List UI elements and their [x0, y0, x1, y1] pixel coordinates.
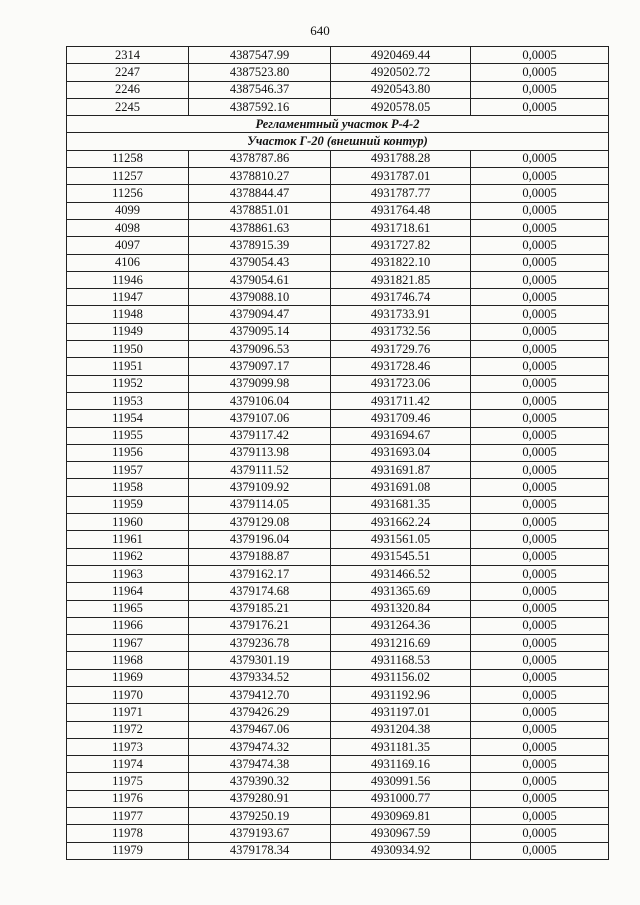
precision-cell: 0,0005	[471, 427, 609, 444]
precision-cell: 0,0005	[471, 444, 609, 461]
coord-y-cell: 4931728.46	[331, 358, 471, 375]
coord-y-cell: 4931197.01	[331, 704, 471, 721]
precision-cell: 0,0005	[471, 462, 609, 479]
coord-x-cell: 4379107.06	[189, 410, 331, 427]
point-number-cell: 11969	[67, 669, 189, 686]
coord-x-cell: 4379099.98	[189, 375, 331, 392]
point-number-cell: 11257	[67, 168, 189, 185]
table-row	[67, 738, 609, 755]
precision-cell: 0,0005	[471, 756, 609, 773]
point-number-cell: 2314	[67, 47, 189, 64]
point-number-cell: 11963	[67, 565, 189, 582]
table-row	[67, 773, 609, 790]
table-row	[67, 271, 609, 288]
precision-cell: 0,0005	[471, 98, 609, 115]
coord-y-cell: 4931204.38	[331, 721, 471, 738]
precision-cell: 0,0005	[471, 375, 609, 392]
table-body-top	[67, 47, 609, 116]
coord-x-cell: 4379129.08	[189, 514, 331, 531]
coord-x-cell: 4379426.29	[189, 704, 331, 721]
coord-y-cell: 4930991.56	[331, 773, 471, 790]
coord-x-cell: 4379109.92	[189, 479, 331, 496]
table-row	[67, 583, 609, 600]
precision-cell: 0,0005	[471, 531, 609, 548]
table-row	[67, 790, 609, 807]
precision-cell: 0,0005	[471, 341, 609, 358]
table-row	[67, 375, 609, 392]
coord-y-cell: 4920578.05	[331, 98, 471, 115]
precision-cell: 0,0005	[471, 669, 609, 686]
table-row	[67, 669, 609, 686]
precision-cell: 0,0005	[471, 652, 609, 669]
subsection-title: Участок Г-20 (внешний контур)	[67, 133, 609, 150]
coord-x-cell: 4379111.52	[189, 462, 331, 479]
point-number-cell: 11955	[67, 427, 189, 444]
point-number-cell: 11964	[67, 583, 189, 600]
precision-cell: 0,0005	[471, 81, 609, 98]
point-number-cell: 2247	[67, 64, 189, 81]
point-number-cell: 11965	[67, 600, 189, 617]
table-body-main	[67, 150, 609, 859]
coord-y-cell: 4931723.06	[331, 375, 471, 392]
coord-x-cell: 4379106.04	[189, 392, 331, 409]
coord-x-cell: 4379088.10	[189, 289, 331, 306]
coord-y-cell: 4931168.53	[331, 652, 471, 669]
precision-cell: 0,0005	[471, 635, 609, 652]
precision-cell: 0,0005	[471, 219, 609, 236]
coord-y-cell: 4931693.04	[331, 444, 471, 461]
precision-cell: 0,0005	[471, 686, 609, 703]
precision-cell: 0,0005	[471, 47, 609, 64]
table-section-headers	[67, 116, 609, 151]
table-row	[67, 462, 609, 479]
point-number-cell: 11972	[67, 721, 189, 738]
coord-x-cell: 4379054.43	[189, 254, 331, 271]
coord-x-cell: 4387546.37	[189, 81, 331, 98]
coord-y-cell: 4931691.87	[331, 462, 471, 479]
coord-x-cell: 4379196.04	[189, 531, 331, 548]
precision-cell: 0,0005	[471, 565, 609, 582]
coord-x-cell: 4378851.01	[189, 202, 331, 219]
coord-x-cell: 4379114.05	[189, 496, 331, 513]
table-row	[67, 81, 609, 98]
coord-y-cell: 4931691.08	[331, 479, 471, 496]
precision-cell: 0,0005	[471, 271, 609, 288]
table-row	[67, 686, 609, 703]
page-number: 640	[310, 23, 330, 38]
table-row	[67, 825, 609, 842]
table-row	[67, 306, 609, 323]
table-row	[67, 842, 609, 859]
precision-cell: 0,0005	[471, 617, 609, 634]
table-row	[67, 704, 609, 721]
coord-y-cell: 4931681.35	[331, 496, 471, 513]
table-row	[67, 548, 609, 565]
table-row	[67, 410, 609, 427]
point-number-cell: 11973	[67, 738, 189, 755]
point-number-cell: 11957	[67, 462, 189, 479]
point-number-cell: 11952	[67, 375, 189, 392]
precision-cell: 0,0005	[471, 496, 609, 513]
table-row	[67, 289, 609, 306]
coord-x-cell: 4379474.38	[189, 756, 331, 773]
precision-cell: 0,0005	[471, 202, 609, 219]
point-number-cell: 11958	[67, 479, 189, 496]
table-row	[67, 168, 609, 185]
coord-y-cell: 4931694.67	[331, 427, 471, 444]
coord-x-cell: 4379097.17	[189, 358, 331, 375]
precision-cell: 0,0005	[471, 738, 609, 755]
point-number-cell: 11951	[67, 358, 189, 375]
table-row	[67, 237, 609, 254]
precision-cell: 0,0005	[471, 704, 609, 721]
precision-cell: 0,0005	[471, 790, 609, 807]
coord-x-cell: 4379467.06	[189, 721, 331, 738]
point-number-cell: 11975	[67, 773, 189, 790]
table-row	[67, 721, 609, 738]
coord-x-cell: 4379176.21	[189, 617, 331, 634]
precision-cell: 0,0005	[471, 721, 609, 738]
table-row	[67, 565, 609, 582]
coord-y-cell: 4931711.42	[331, 392, 471, 409]
coord-x-cell: 4379095.14	[189, 323, 331, 340]
precision-cell: 0,0005	[471, 64, 609, 81]
coord-x-cell: 4379117.42	[189, 427, 331, 444]
coord-x-cell: 4379301.19	[189, 652, 331, 669]
table-row	[67, 756, 609, 773]
coord-x-cell: 4379236.78	[189, 635, 331, 652]
precision-cell: 0,0005	[471, 410, 609, 427]
point-number-cell: 11954	[67, 410, 189, 427]
subsection-row	[67, 133, 609, 150]
coord-y-cell: 4931561.05	[331, 531, 471, 548]
table-row	[67, 202, 609, 219]
coord-y-cell: 4930934.92	[331, 842, 471, 859]
section-row	[67, 116, 609, 133]
table-row	[67, 64, 609, 81]
coord-y-cell: 4931320.84	[331, 600, 471, 617]
precision-cell: 0,0005	[471, 825, 609, 842]
precision-cell: 0,0005	[471, 842, 609, 859]
coord-x-cell: 4379094.47	[189, 306, 331, 323]
coord-y-cell: 4931264.36	[331, 617, 471, 634]
coord-x-cell: 4379174.68	[189, 583, 331, 600]
point-number-cell: 11949	[67, 323, 189, 340]
precision-cell: 0,0005	[471, 808, 609, 825]
coord-y-cell: 4931169.16	[331, 756, 471, 773]
coord-y-cell: 4931216.69	[331, 635, 471, 652]
coord-y-cell: 4931788.28	[331, 150, 471, 167]
precision-cell: 0,0005	[471, 150, 609, 167]
coord-x-cell: 4378861.63	[189, 219, 331, 236]
coord-y-cell: 4931727.82	[331, 237, 471, 254]
coord-y-cell: 4931787.77	[331, 185, 471, 202]
coord-x-cell: 4379474.32	[189, 738, 331, 755]
table-row	[67, 496, 609, 513]
section-title: Регламентный участок Р-4-2	[67, 116, 609, 133]
coord-x-cell: 4378787.86	[189, 150, 331, 167]
table-row	[67, 652, 609, 669]
point-number-cell: 2246	[67, 81, 189, 98]
precision-cell: 0,0005	[471, 237, 609, 254]
coord-x-cell: 4379113.98	[189, 444, 331, 461]
coord-y-cell: 4931822.10	[331, 254, 471, 271]
point-number-cell: 11977	[67, 808, 189, 825]
coord-x-cell: 4379193.67	[189, 825, 331, 842]
table-row	[67, 47, 609, 64]
table-row	[67, 392, 609, 409]
point-number-cell: 11966	[67, 617, 189, 634]
point-number-cell: 11256	[67, 185, 189, 202]
table-row	[67, 531, 609, 548]
precision-cell: 0,0005	[471, 392, 609, 409]
point-number-cell: 11979	[67, 842, 189, 859]
precision-cell: 0,0005	[471, 479, 609, 496]
coord-y-cell: 4930969.81	[331, 808, 471, 825]
coord-x-cell: 4379250.19	[189, 808, 331, 825]
coord-y-cell: 4931733.91	[331, 306, 471, 323]
table-row	[67, 479, 609, 496]
coord-y-cell: 4920543.80	[331, 81, 471, 98]
table-row	[67, 341, 609, 358]
table-row	[67, 635, 609, 652]
coord-x-cell: 4379096.53	[189, 341, 331, 358]
precision-cell: 0,0005	[471, 323, 609, 340]
point-number-cell: 11962	[67, 548, 189, 565]
coord-y-cell: 4931821.85	[331, 271, 471, 288]
table-row	[67, 98, 609, 115]
coord-y-cell: 4931764.48	[331, 202, 471, 219]
coord-y-cell: 4931709.46	[331, 410, 471, 427]
coord-x-cell: 4379334.52	[189, 669, 331, 686]
coord-y-cell: 4931466.52	[331, 565, 471, 582]
point-number-cell: 11959	[67, 496, 189, 513]
coord-x-cell: 4387592.16	[189, 98, 331, 115]
precision-cell: 0,0005	[471, 548, 609, 565]
precision-cell: 0,0005	[471, 514, 609, 531]
point-number-cell: 11953	[67, 392, 189, 409]
coord-y-cell: 4931718.61	[331, 219, 471, 236]
table-row	[67, 617, 609, 634]
table-row	[67, 185, 609, 202]
coord-y-cell: 4931192.96	[331, 686, 471, 703]
point-number-cell: 4099	[67, 202, 189, 219]
point-number-cell: 4106	[67, 254, 189, 271]
coord-x-cell: 4378915.39	[189, 237, 331, 254]
point-number-cell: 11960	[67, 514, 189, 531]
precision-cell: 0,0005	[471, 773, 609, 790]
point-number-cell: 11974	[67, 756, 189, 773]
point-number-cell: 11971	[67, 704, 189, 721]
point-number-cell: 11948	[67, 306, 189, 323]
table-row	[67, 323, 609, 340]
point-number-cell: 4097	[67, 237, 189, 254]
coord-x-cell: 4379185.21	[189, 600, 331, 617]
point-number-cell: 4098	[67, 219, 189, 236]
coord-x-cell: 4379054.61	[189, 271, 331, 288]
point-number-cell: 11961	[67, 531, 189, 548]
precision-cell: 0,0005	[471, 358, 609, 375]
coord-y-cell: 4931181.35	[331, 738, 471, 755]
precision-cell: 0,0005	[471, 168, 609, 185]
coord-y-cell: 4931787.01	[331, 168, 471, 185]
table-row	[67, 150, 609, 167]
table-row	[67, 514, 609, 531]
point-number-cell: 11968	[67, 652, 189, 669]
coord-y-cell: 4931545.51	[331, 548, 471, 565]
precision-cell: 0,0005	[471, 600, 609, 617]
coord-x-cell: 4378810.27	[189, 168, 331, 185]
coordinates-table	[66, 46, 609, 860]
coord-y-cell: 4920502.72	[331, 64, 471, 81]
precision-cell: 0,0005	[471, 254, 609, 271]
point-number-cell: 11956	[67, 444, 189, 461]
coord-x-cell: 4379188.87	[189, 548, 331, 565]
point-number-cell: 11970	[67, 686, 189, 703]
coord-x-cell: 4379280.91	[189, 790, 331, 807]
coord-x-cell: 4379178.34	[189, 842, 331, 859]
precision-cell: 0,0005	[471, 583, 609, 600]
precision-cell: 0,0005	[471, 289, 609, 306]
precision-cell: 0,0005	[471, 306, 609, 323]
coord-x-cell: 4379390.32	[189, 773, 331, 790]
table-row	[67, 219, 609, 236]
point-number-cell: 11946	[67, 271, 189, 288]
coord-x-cell: 4378844.47	[189, 185, 331, 202]
point-number-cell: 11950	[67, 341, 189, 358]
coord-y-cell: 4931365.69	[331, 583, 471, 600]
coord-y-cell: 4931000.77	[331, 790, 471, 807]
table-row	[67, 808, 609, 825]
coord-x-cell: 4387523.80	[189, 64, 331, 81]
precision-cell: 0,0005	[471, 185, 609, 202]
point-number-cell: 2245	[67, 98, 189, 115]
coord-y-cell: 4931732.56	[331, 323, 471, 340]
table-row	[67, 444, 609, 461]
table-row	[67, 254, 609, 271]
coord-x-cell: 4387547.99	[189, 47, 331, 64]
coord-y-cell: 4931729.76	[331, 341, 471, 358]
coord-x-cell: 4379162.17	[189, 565, 331, 582]
point-number-cell: 11978	[67, 825, 189, 842]
coord-y-cell: 4920469.44	[331, 47, 471, 64]
point-number-cell: 11967	[67, 635, 189, 652]
table-row	[67, 358, 609, 375]
coord-y-cell: 4931156.02	[331, 669, 471, 686]
coord-y-cell: 4930967.59	[331, 825, 471, 842]
coord-x-cell: 4379412.70	[189, 686, 331, 703]
coord-y-cell: 4931662.24	[331, 514, 471, 531]
point-number-cell: 11976	[67, 790, 189, 807]
point-number-cell: 11947	[67, 289, 189, 306]
table-row	[67, 427, 609, 444]
table-row	[67, 600, 609, 617]
point-number-cell: 11258	[67, 150, 189, 167]
coord-y-cell: 4931746.74	[331, 289, 471, 306]
